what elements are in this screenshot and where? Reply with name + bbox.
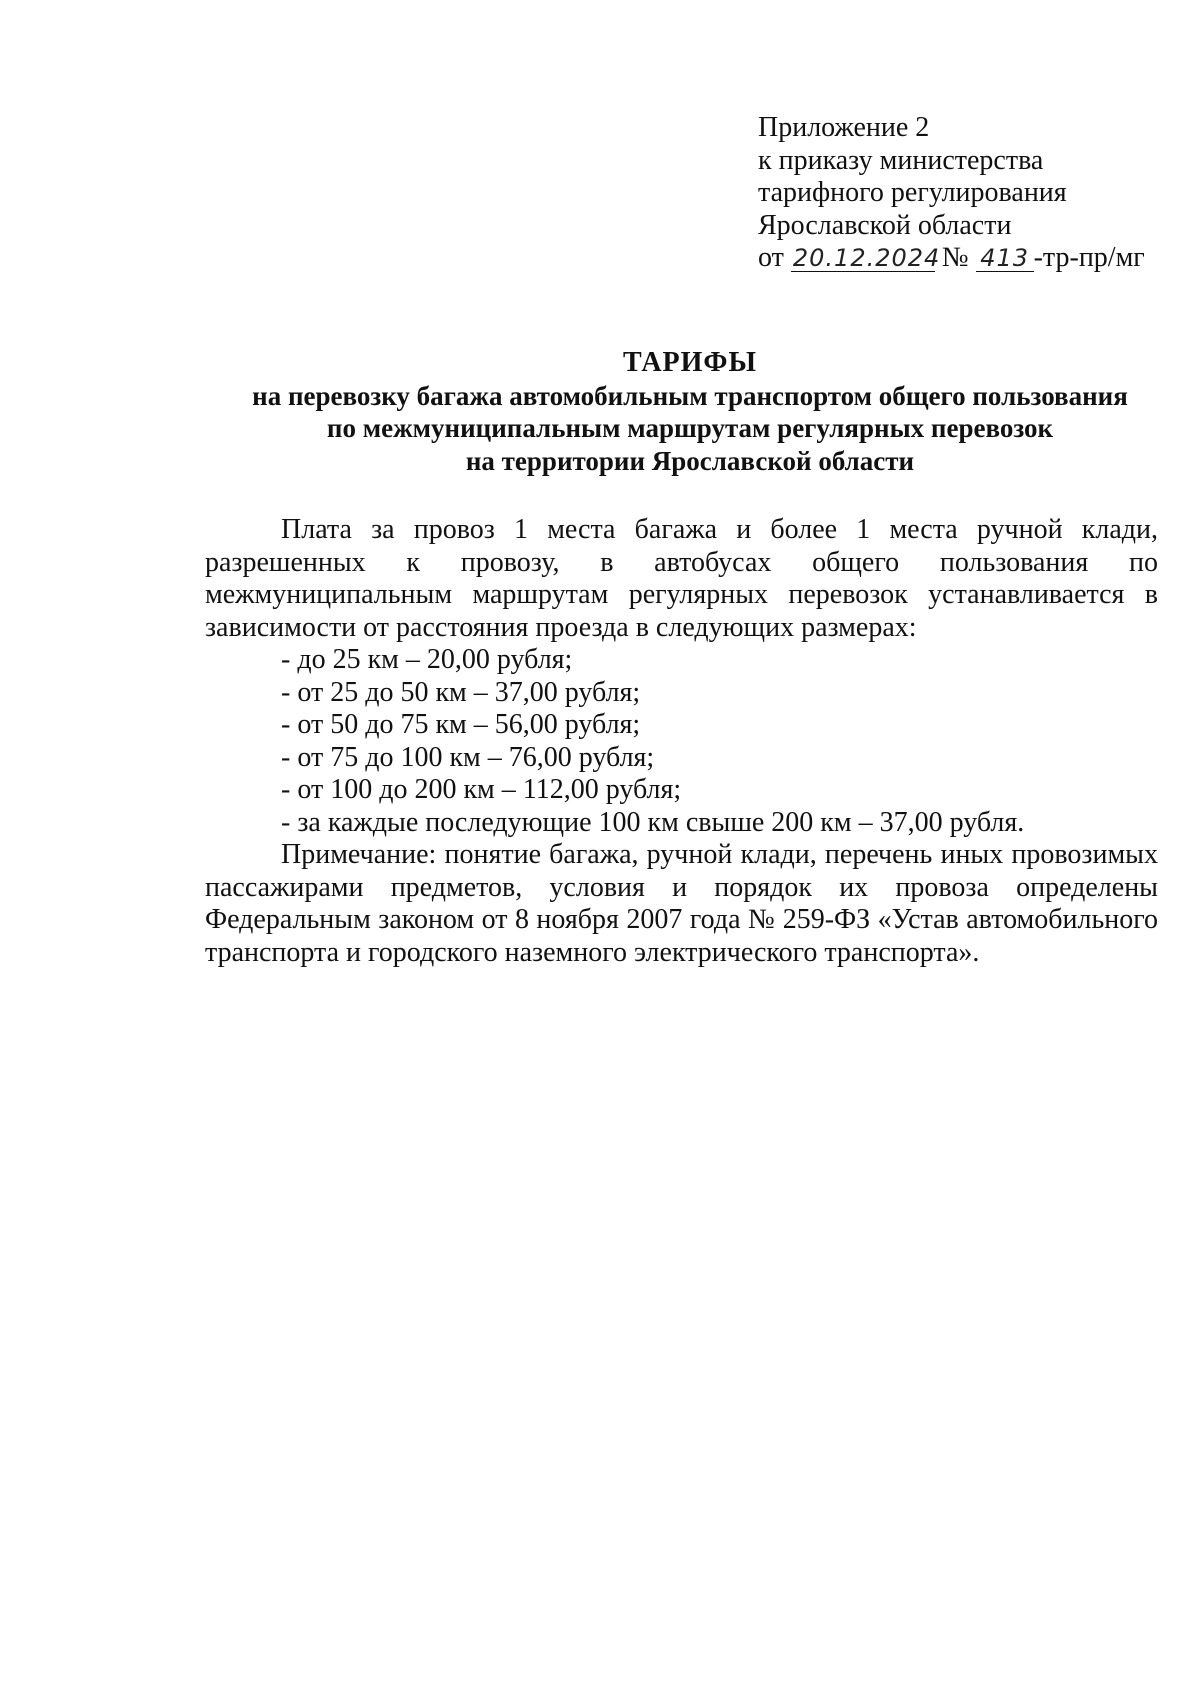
title-line-1: на перевозку багажа автомобильным транспортом общего пользования [252,380,1128,411]
handwritten-order-number: 413 [976,245,1034,272]
document-title [150,347,1200,477]
title-line-2: по межмуниципальным маршрутам регулярных перевозок [326,413,1054,443]
note-paragraph: Примечание: понятие багажа, ручной клади, перечень иных провозимых пассажирами предметов, условия и порядок их провоза определены Федеральным законом от 8 ноября 2007 года № 259-ФЗ «Устав автомобильного транспорта и городского наземного электрического транспорта». [205,839,1158,968]
tariff-item: - от 75 до 100 км – 76,00 рубля; [281,741,655,773]
attachment-ministry-line: тарифного регулирования [758,177,1067,208]
attachment-region-line: Ярославской области [758,209,1012,241]
tariff-list [205,644,1158,839]
date-prefix: от [758,242,784,273]
tariff-item: - за каждые последующие 100 км свыше 200 км – 37,00 рубля. [281,806,1025,838]
title-heading: ТАРИФЫ [623,347,757,378]
tariff-item: - от 25 до 50 км – 37,00 рубля; [281,676,641,708]
title-line-3: на территории Ярославской области [465,445,915,476]
intro-paragraph: Плата за провоз 1 места багажа и более 1 места ручной клади, разрешенных к провозу, в автобусах общего пользования по межмуниципальным маршрутам регулярных перевозок устанавливается в зависимости от расстояния проезда в следующих размерах: [205,514,1158,643]
tariff-item: - от 100 до 200 км – 112,00 рубля; [281,774,682,805]
attachment-order-line: к приказу министерства [758,144,1044,176]
attachment-date-number-line [758,242,1158,275]
tariff-item: - от 50 до 75 км – 56,00 рубля; [281,709,641,740]
tariff-item: - до 25 км – 20,00 рубля; [281,644,573,675]
document-body [205,514,1158,969]
order-suffix: -тр-пр/мг [1033,242,1145,273]
attachment-header [758,112,1158,275]
number-sign: № [941,242,969,273]
attachment-number: Приложение 2 [758,112,930,143]
handwritten-date: 20.12.2024 [792,244,941,272]
